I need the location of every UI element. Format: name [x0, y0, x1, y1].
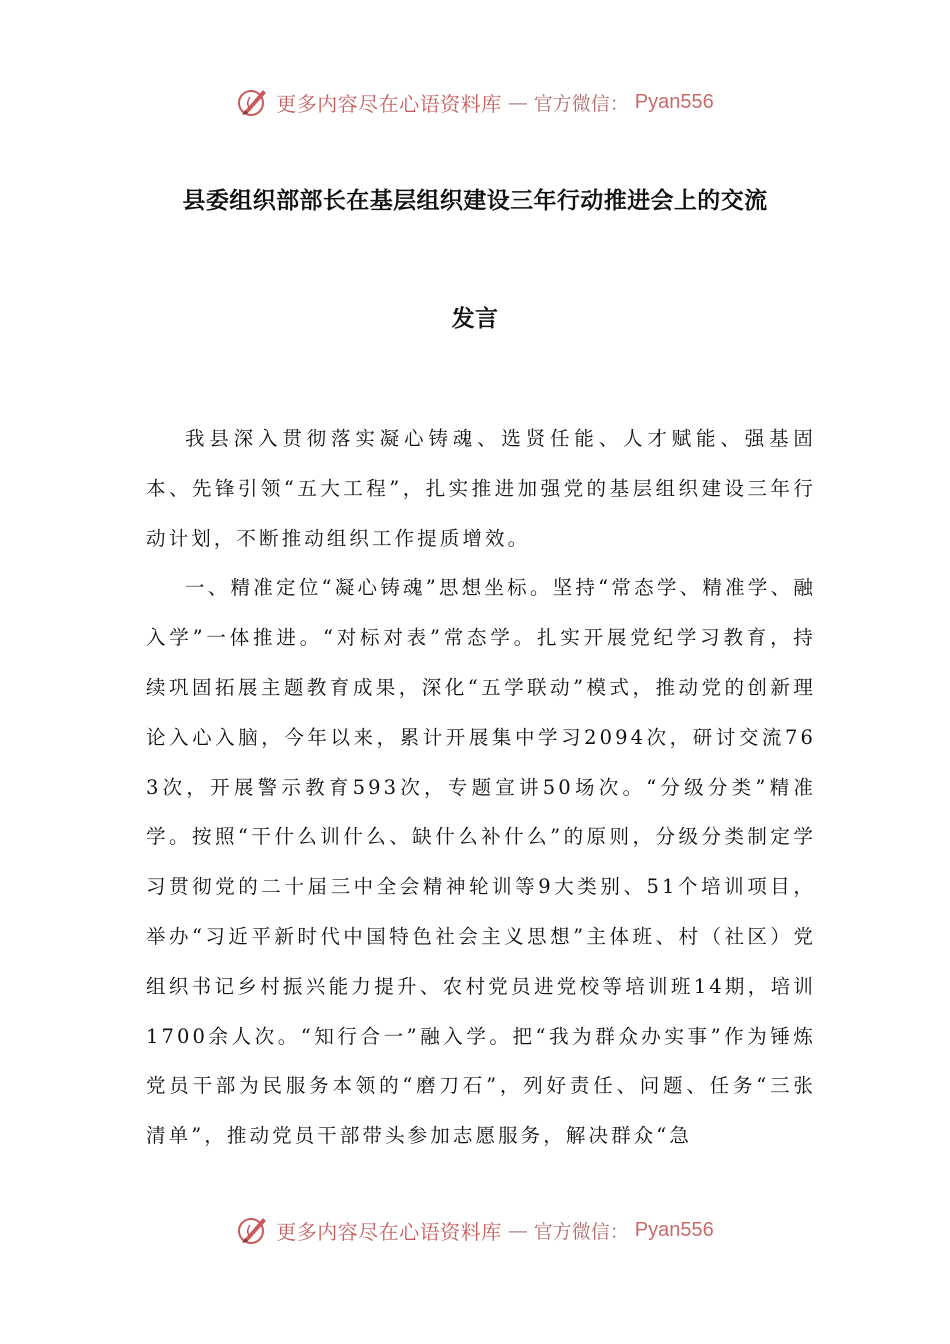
watermark-wechat-id: Pyan556: [634, 1218, 714, 1241]
paragraph-intro: 我县深入贯彻落实凝心铸魂、选贤任能、人才赋能、强基固本、先锋引领“五大工程”，扎实推进加强党的基层组织建设三年行动计划，不断推动组织工作提质增效。: [146, 427, 816, 550]
watermark-label: 官方微信：: [533, 1220, 629, 1243]
footer-watermark: [0, 1208, 950, 1252]
watermark-site-name: 更多内容尽在心语资料库: [276, 91, 502, 116]
quill-pen-logo-icon: [236, 1213, 270, 1247]
watermark-dash: —: [507, 1218, 528, 1242]
watermark-label: 官方微信：: [533, 92, 629, 115]
header-watermark: [0, 80, 950, 124]
document-body: [146, 414, 816, 1161]
document-title-line-1: 县委组织部部长在基层组织建设三年行动推进会上的交流: [182, 188, 768, 214]
watermark-wechat-id: Pyan556: [634, 90, 714, 113]
paragraph-section-one: 一、精准定位“凝心铸魂”思想坐标。坚持“常态学、精准学、融入学”一体推进。“对标对表”常态学。扎实开展党纪学习教育，持续巩固拓展主题教育成果，深化“五学联动”模式，推动党的创新理论入心入脑，今年以来，累计开展集中学习2094次，研讨交流763次，开展警示教育593次，专题宣讲50场次。“分级分类”精准学。按照“干什么训什么、缺什么补什么”的原则，分级分类制定学习贯彻党的二十届三中全会精神轮训等9大类别、51个培训项目，举办“习近平新时代中国特色社会主义思想”主体班、村（社区）党组织书记乡村振兴能力提升、农村党员进党校等培训班14期，培训1700余人次。“知行合一”融入学。把“我为群众办实事”作为锤炼党员干部为民服务本领的“磨刀石”，列好责任、问题、任务“三张清单”，推动党员干部带头参加志愿服务，解决群众“急: [146, 576, 816, 1148]
quill-pen-logo-icon: [236, 85, 270, 119]
watermark-site-name: 更多内容尽在心语资料库: [276, 1219, 502, 1244]
watermark-dash: —: [507, 90, 528, 114]
document-title-line-2: 发言: [451, 306, 499, 332]
